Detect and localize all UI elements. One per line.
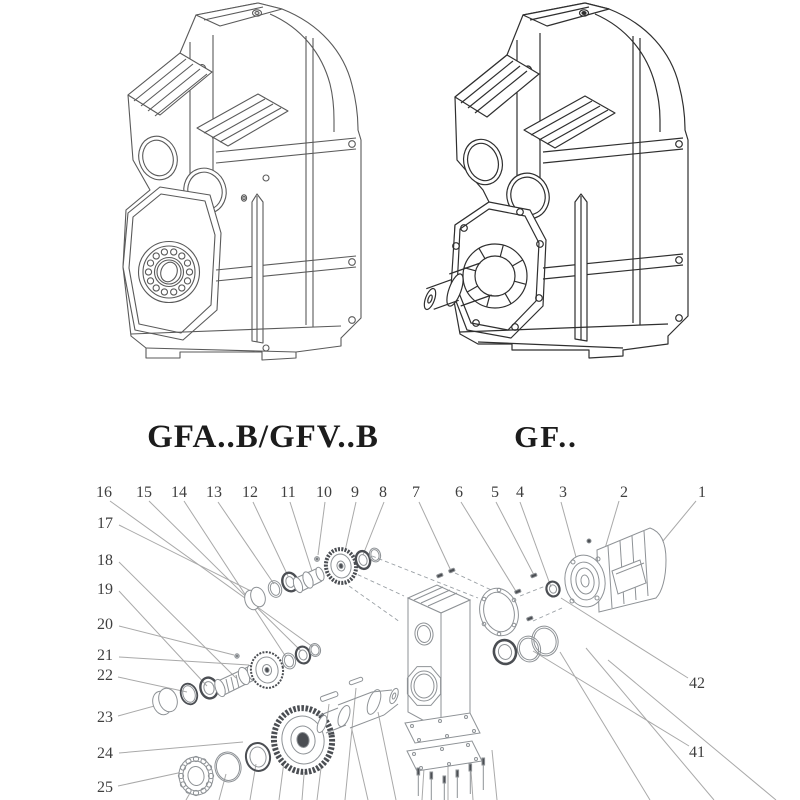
callout-20: 20 [97,616,113,633]
caption-right-model: GF.. [514,419,578,454]
callout-4: 4 [516,484,524,501]
callout-13: 13 [206,484,222,501]
gearbox-housing [405,585,485,800]
callout-3: 3 [559,484,567,501]
callout-17: 17 [97,515,113,532]
caption-left-model: GFA..B/GFV..B [147,419,379,455]
callout-42: 42 [689,675,705,692]
callout-2: 2 [620,484,628,501]
callout-24: 24 [97,745,113,762]
callout-23: 23 [97,709,113,726]
callout-15: 15 [136,484,152,501]
callout-19: 19 [97,581,113,598]
callout-21: 21 [97,647,113,664]
callout-18: 18 [97,552,113,569]
callout-12: 12 [242,484,258,501]
callout-7: 7 [412,484,420,501]
callout-14: 14 [171,484,187,501]
callout-1: 1 [698,484,706,501]
callout-5: 5 [491,484,499,501]
intermediate-shaft-assembly [150,642,322,717]
exploded-view [96,484,776,800]
figure-right-gear-unit-drawing [422,3,688,358]
callout-6: 6 [455,484,463,501]
callout-11: 11 [280,484,296,501]
callout-8: 8 [379,484,387,501]
callout-41: 41 [689,744,705,761]
motor [562,528,666,612]
callout-22: 22 [97,667,113,684]
figure-left-gear-unit-drawing [123,3,361,360]
callout-16: 16 [96,484,112,501]
callout-10: 10 [316,484,332,501]
callout-9: 9 [351,484,359,501]
callout-25: 25 [97,779,113,796]
input-shaft-assembly [242,546,382,611]
callout-labels [96,484,706,796]
